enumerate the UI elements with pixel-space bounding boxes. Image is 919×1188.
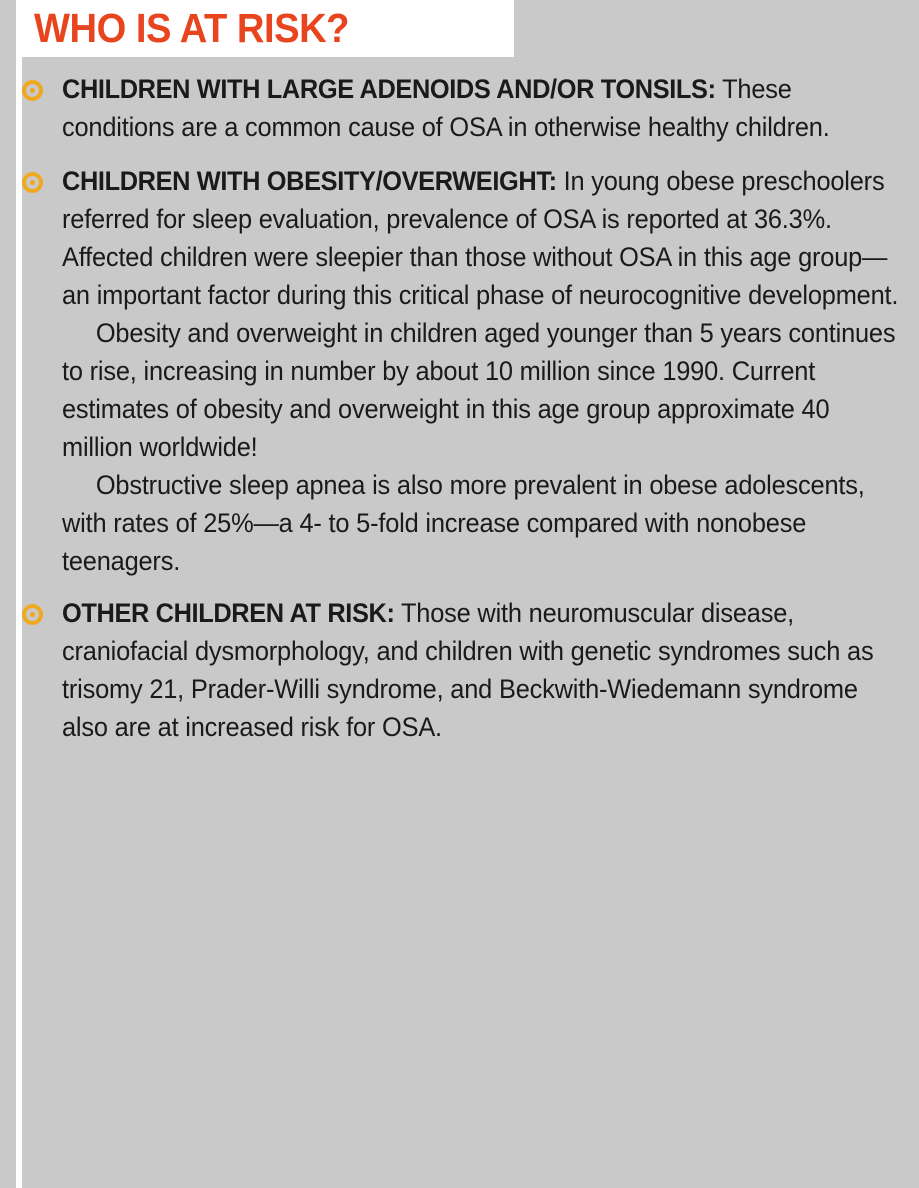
list-item-lead: OTHER CHILDREN AT RISK:	[62, 598, 395, 628]
list-item-body: Those with neuromuscular disease, craniofacial dysmorphology, and children with genetic syndromes such as trisomy 21, Prader-Willi syndrome, and Beckwith-Wiedemann syndrome also are at increased risk for OSA.	[62, 598, 874, 742]
list-item-paragraph: Obstructive sleep apnea is also more prevalent in obese adolescents, with rates of 25%—a 4- to 5-fold increase compared with nonobese teenagers.	[62, 470, 865, 576]
list-item-text	[62, 162, 899, 314]
bullet-circle-icon	[22, 172, 43, 193]
list-item-text	[62, 594, 899, 746]
title-band	[16, 0, 514, 57]
page-title: WHO IS AT RISK?	[34, 5, 349, 51]
list-item	[22, 594, 902, 746]
list-item-text	[62, 70, 899, 146]
list-item-paragraph: Obesity and overweight in children aged younger than 5 years continues to rise, increasing in number by about 10 million since 1990. Current estimates of obesity and overweight in this age group approximate 40 million worldwide!	[62, 318, 896, 462]
bullet-circle-icon	[22, 604, 43, 625]
list-item-body: In young obese preschoolers referred for sleep evaluation, prevalence of OSA is reported at 36.3%. Affected children were sleepier than those without OSA in this age group—an important factor during this critical phase of neurocognitive development.	[62, 166, 899, 310]
list-item	[22, 70, 902, 146]
list-item-body: These conditions are a common cause of OSA in otherwise healthy children.	[62, 74, 830, 142]
risk-list	[22, 70, 902, 746]
list-item	[22, 162, 902, 580]
list-item-lead: CHILDREN WITH OBESITY/OVERWEIGHT:	[62, 166, 557, 196]
bullet-circle-icon	[22, 80, 43, 101]
list-item-lead: CHILDREN WITH LARGE ADENOIDS AND/OR TONSILS:	[62, 74, 716, 104]
